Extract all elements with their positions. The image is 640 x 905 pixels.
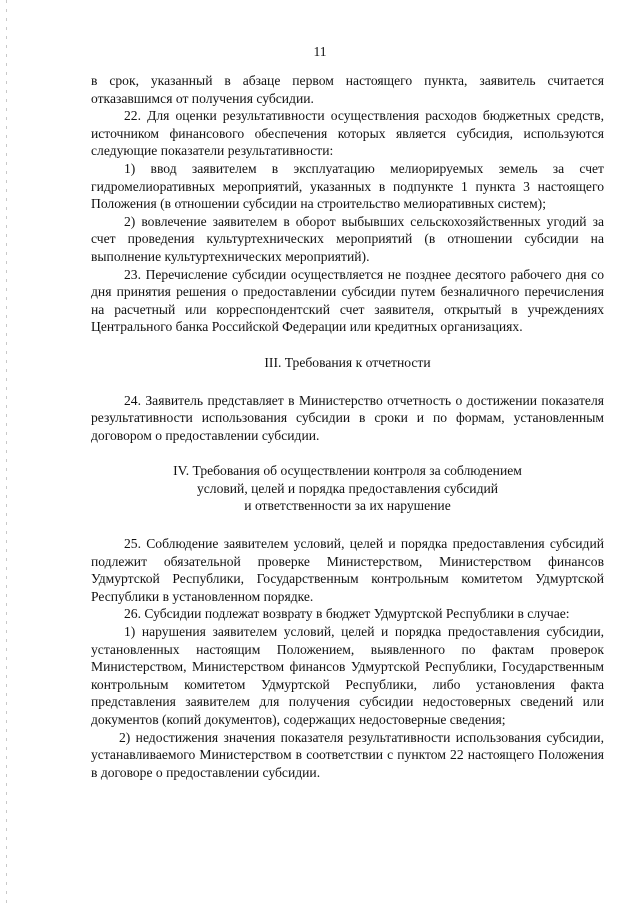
paragraph-22-item-1: 1) ввод заявителем в эксплуатацию мелиорируемых земель за счет гидромелиоративных мероприятий, указанных в подпункте 1 пункта 3 настоящего Положения (в отношении субсидии на строительство мелиоративных систем); (91, 160, 604, 212)
paragraph-23: 23. Перечисление субсидии осуществляется не позднее десятого рабочего дня со дня принятия решения о предоставлении субсидии путем безналичного перечисления на расчетный или корреспондентский счет заявителя, открытый в учреждениях Центрального банка Российской Федерации или кредитных организациях. (91, 266, 604, 335)
paragraph-26-item-1: 1) нарушения заявителем условий, целей и порядка предоставления субсидии, установленных настоящим Положением, выявленного по фактам проверок Министерством, Министерством финансов Удмуртской Республики, Государственным контрольным комитетом Удмуртской Республики, либо установления факта представления заявителем для получения субсидии недостоверных сведений или документов (копий документов), содержащих недостоверные сведения; (91, 624, 604, 727)
paragraph-25: 25. Соблюдение заявителем условий, целей и порядка предоставления субсидий подлежит обязательной проверке Министерством, Министерством финансов Удмуртской Республики, Государственным контрольным комитетом Удмуртской Республики в установленном порядке. (91, 536, 604, 604)
section-4-heading-line-2: условий, целей и порядка предоставления субсидий (196, 480, 499, 496)
paragraph-26-item-2: 2) недостижения значения показателя результативности использования субсидии, устанавливаемого Министерством в соответствии с пунктом 22 настоящего Положения в договоре о предоставлении субсидии. (91, 729, 604, 780)
paragraph-26: 26. Субсидии подлежат возврату в бюджет Удмуртской Республики в случае: (124, 606, 570, 622)
page-number: 11 (313, 44, 327, 59)
section-4-heading-line-1: IV. Требования об осуществлении контроля за соблюдением (173, 463, 522, 479)
scan-edge-line (6, 0, 7, 905)
section-4-heading-line-3: и ответственности за их нарушение (244, 498, 451, 514)
document-body (91, 72, 604, 781)
paragraph-22-item-2: 2) вовлечение заявителем в оборот выбывших сельскохозяйственных угодий за счет проведения культуртехнических мероприятий (в отношении субсидии на выполнение культуртехнических мероприятий). (91, 213, 604, 264)
paragraph-continuation: в срок, указанный в абзаце первом настоящего пункта, заявитель считается отказавшимся от получения субсидии. (91, 73, 604, 106)
paragraph-22: 22. Для оценки результативности осуществления расходов бюджетных средств, источником финансового обеспечения которых является субсидия, используются следующие показатели результативности: (91, 108, 604, 159)
paragraph-24: 24. Заявитель представляет в Министерство отчетность о достижении показателя результативности использования субсидии в сроки и по формам, установленным договором о предоставлении субсидии. (91, 392, 604, 443)
section-3-heading: III. Требования к отчетности (264, 354, 431, 370)
section-4-heading (91, 462, 604, 515)
